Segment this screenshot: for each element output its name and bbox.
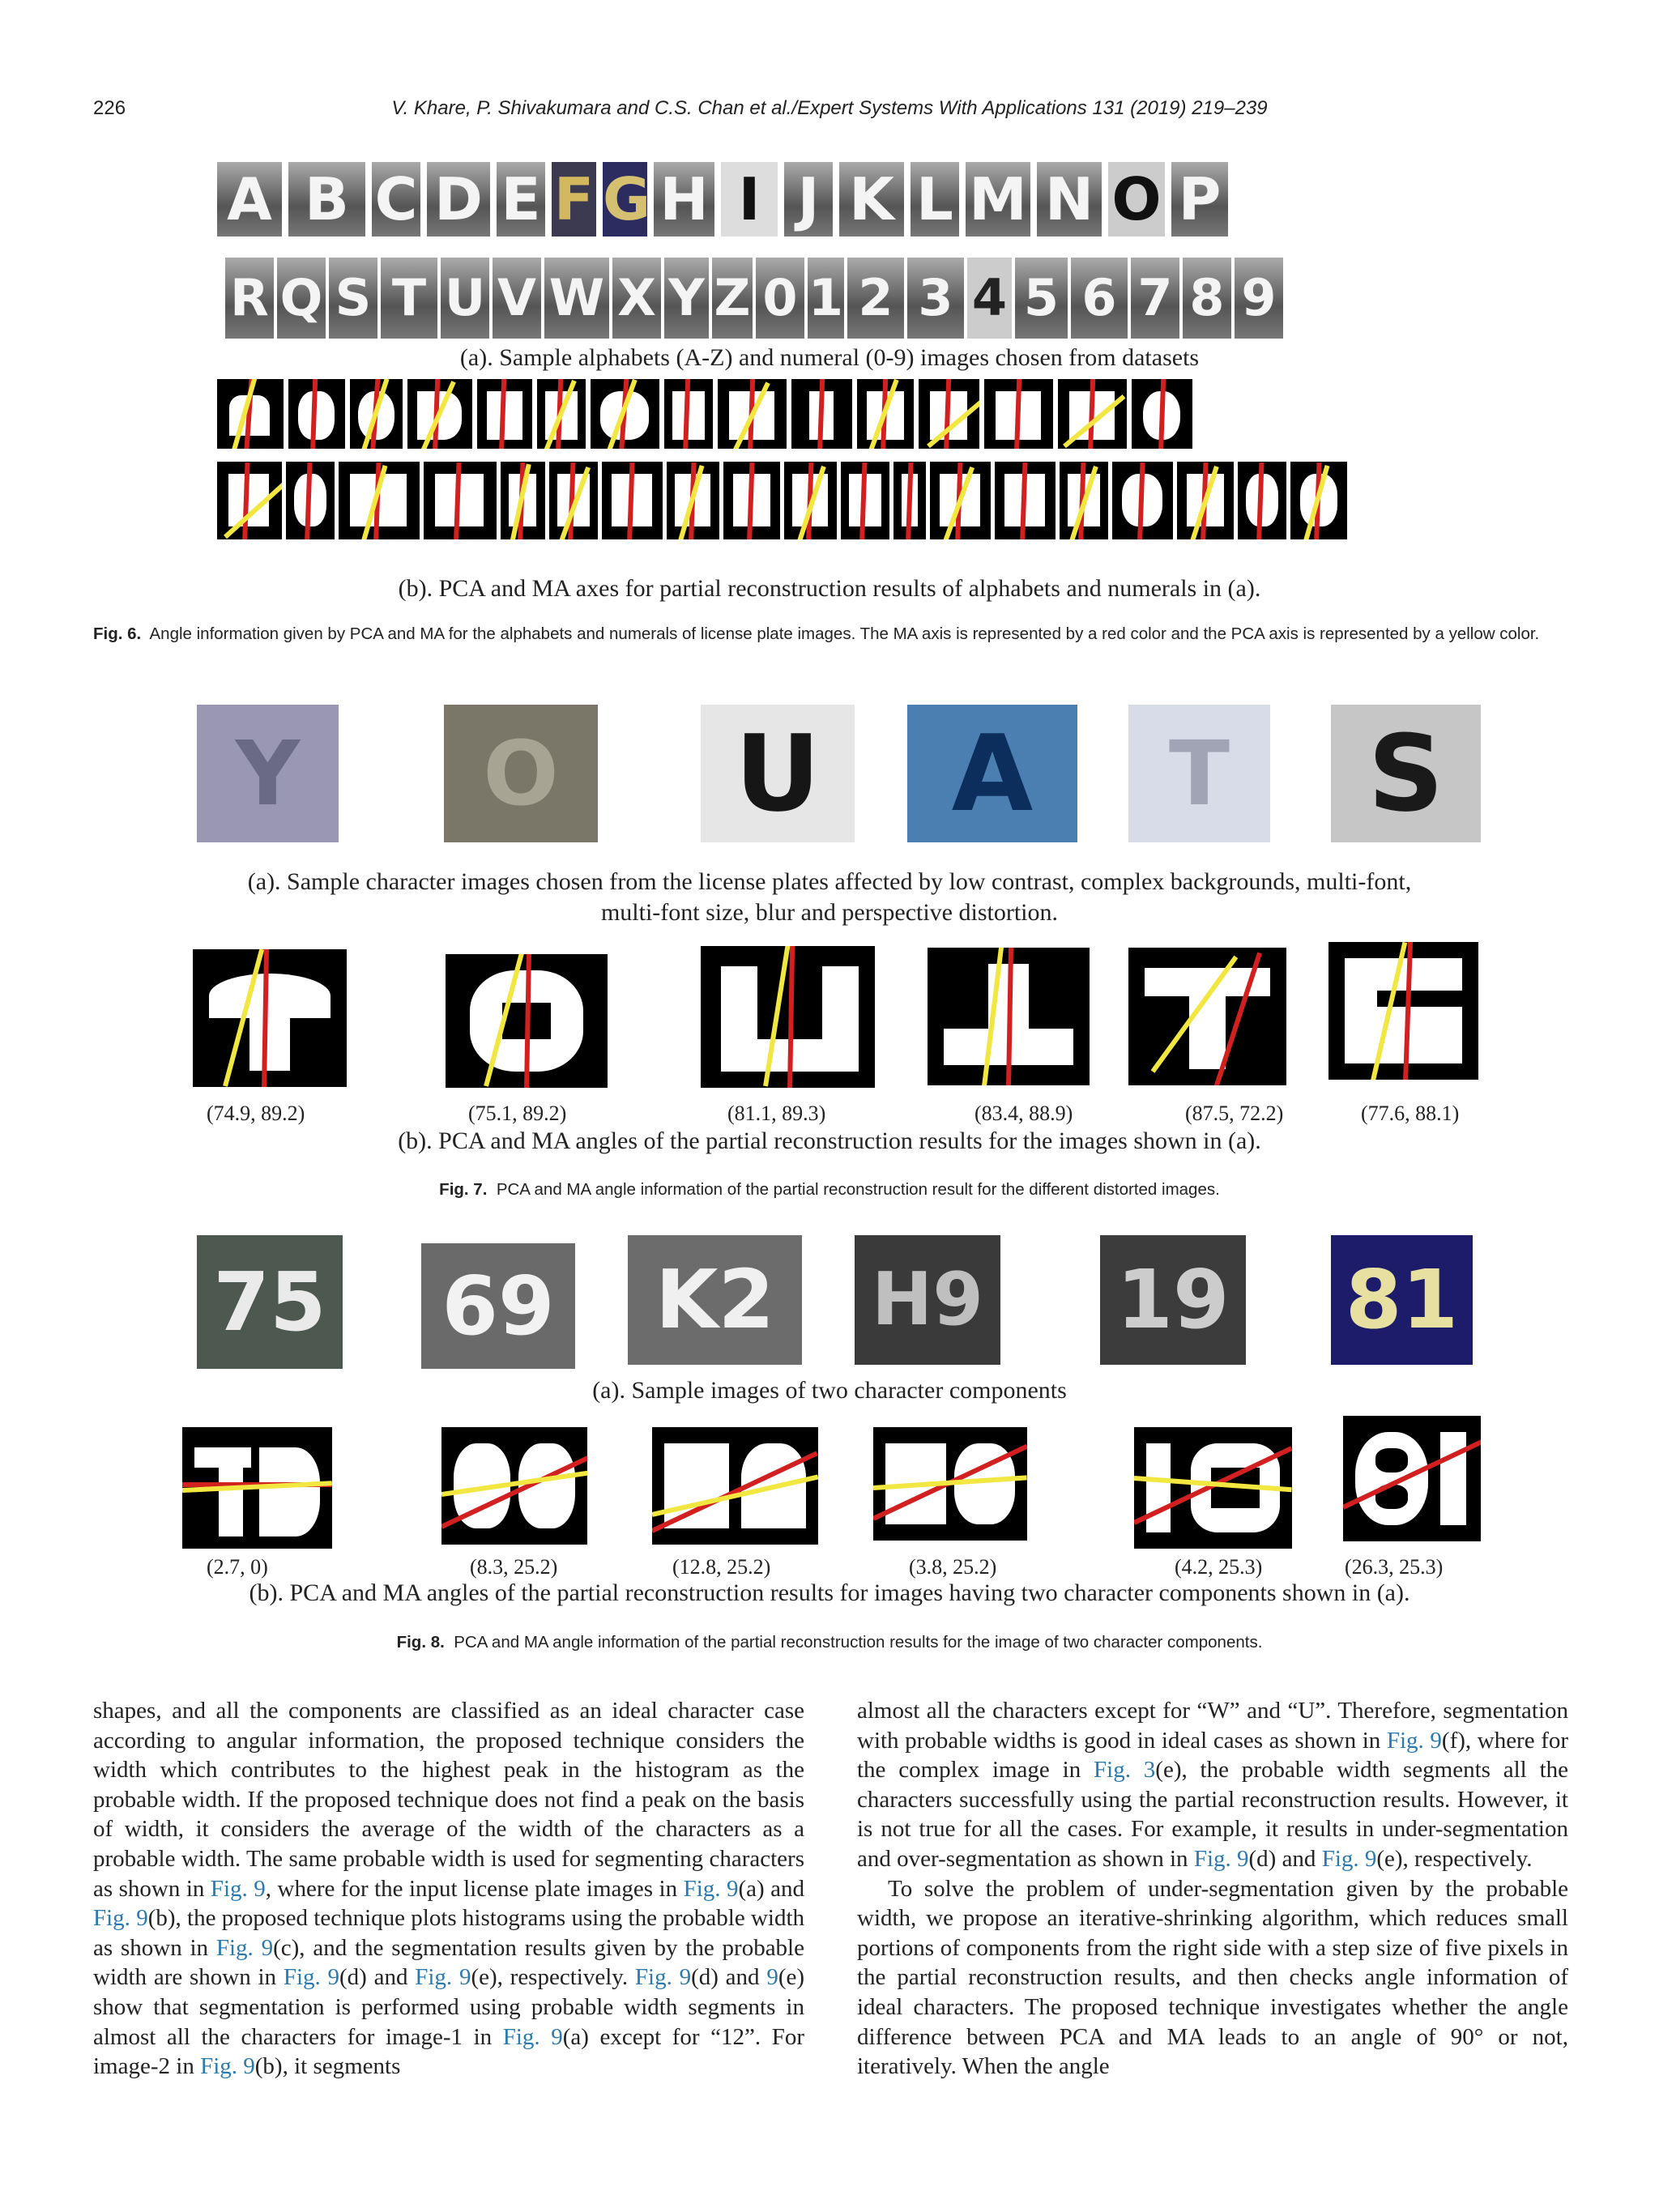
- sample-glyph-image: W: [544, 258, 609, 339]
- fig8-caption: [0, 1630, 1659, 1655]
- fig6-row1-reconstruction: [217, 379, 1192, 449]
- sample-glyph-image: 4: [967, 258, 1012, 339]
- fig6-row2-reconstruction: [217, 462, 1347, 539]
- reconstruction-image: [841, 462, 889, 539]
- fig8-reconstruction-image: [873, 1427, 1027, 1541]
- figure-link[interactable]: Fig. 9: [634, 1964, 692, 1991]
- fig6-row2-samples: [225, 258, 1283, 339]
- sample-glyph-image: Y: [664, 258, 709, 339]
- reconstruction-image: [723, 462, 780, 539]
- body-right-column: [857, 1696, 1568, 2082]
- angle-label: (2.7, 0): [207, 1555, 268, 1579]
- figure-link[interactable]: Fig. 9: [1386, 1727, 1442, 1754]
- reconstruction-image: [857, 379, 914, 449]
- sample-glyph-image: A: [217, 162, 282, 237]
- fig8-caption-label: Fig. 8.: [396, 1633, 445, 1652]
- fig6-row1-samples: [217, 162, 1228, 237]
- fig7-sample-image: Y: [197, 705, 339, 842]
- fig7-sample-image: S: [1331, 705, 1481, 842]
- fig7-subcaption-a-line2: multi-font size, blur and perspective distortion.: [600, 899, 1059, 926]
- reconstruction-image: [1238, 462, 1286, 539]
- fig7-reconstruction-image: [928, 948, 1090, 1085]
- reconstruction-image: [1132, 379, 1192, 449]
- fig8-sample-image: 81: [1331, 1235, 1473, 1365]
- fig8-sample-image: 19: [1100, 1235, 1246, 1365]
- angle-label: (26.3, 25.3): [1345, 1555, 1444, 1579]
- fig6-caption-label: Fig. 6.: [93, 624, 142, 643]
- figure-link[interactable]: Fig. 9: [283, 1964, 340, 1991]
- reconstruction-image: [288, 379, 345, 449]
- reconstruction-image: [784, 462, 837, 539]
- sample-glyph-image: E: [497, 162, 545, 237]
- sample-glyph-image: L: [911, 162, 959, 237]
- reconstruction-image: [591, 379, 659, 449]
- reconstruction-image: [350, 379, 403, 449]
- figure-link[interactable]: Fig. 9: [200, 2053, 255, 2080]
- fig8-reconstruction-image: [182, 1427, 332, 1549]
- sample-glyph-image: 3: [907, 258, 964, 339]
- angle-label: (81.1, 89.3): [727, 1102, 826, 1125]
- reconstruction-image: [477, 379, 532, 449]
- fig7-reconstruction-image: [446, 954, 608, 1088]
- sample-glyph-image: Z: [712, 258, 753, 339]
- sample-glyph-image: F: [552, 162, 596, 237]
- figure-link[interactable]: Fig. 9: [502, 2023, 563, 2050]
- figure-link[interactable]: Fig. 9: [415, 1964, 471, 1991]
- sample-glyph-image: 8: [1183, 258, 1231, 339]
- sample-glyph-image: O: [1108, 162, 1165, 237]
- sample-glyph-image: 7: [1131, 258, 1179, 339]
- fig7-caption-text: PCA and MA angle information of the partial reconstruction result for the different distorted images.: [496, 1180, 1220, 1199]
- fig7-subcaption-a: [0, 867, 1659, 928]
- fig8-reconstruction-image: [441, 1427, 587, 1545]
- sample-glyph-image: I: [721, 162, 778, 237]
- body-paragraph: shapes, and all the components are classified as an ideal character case according to angular information, the proposed technique considers the width which contributes to the highest peak in the histogram as the probable width. If the proposed technique does not find a peak on the basis of width, it considers the average of the width of the characters as a probable width. The same probable width is used for segmenting characters as shown in Fig. 9, where for the input license plate images in Fig. 9(a) and Fig. 9(b), the proposed technique plots histograms using the probable width as shown in Fig. 9(c), and the segmentation results given by the probable width are shown in Fig. 9(d) and Fig. 9(e), respectively. Fig. 9(d) and 9(e) show that segmentation is performed using probable width segments in almost all the characters for image-1 in Fig. 9(a) except for “12”. For image-2 in Fig. 9(b), it segments: [93, 1698, 805, 2080]
- fig7-sample-image: O: [444, 705, 598, 842]
- fig8-caption-text: PCA and MA angle information of the partial reconstruction results for the image of two character components.: [454, 1633, 1263, 1652]
- sample-glyph-image: J: [784, 162, 833, 237]
- fig6-caption-text: Angle information given by PCA and MA for the alphabets and numerals of license plate images. The MA axis is represented by a red color and the PCA axis is represented by a yellow color.: [149, 624, 1540, 643]
- sample-glyph-image: 6: [1071, 258, 1128, 339]
- figure-link[interactable]: Fig. 9: [1193, 1845, 1249, 1872]
- reconstruction-image: [919, 379, 979, 449]
- sample-glyph-image: S: [329, 258, 377, 339]
- fig8-sample-image: H9: [855, 1235, 1000, 1365]
- figure-link[interactable]: Fig. 3: [1094, 1757, 1156, 1784]
- angle-label: (12.8, 25.2): [672, 1555, 771, 1579]
- fig7-reconstruction-image: [1128, 948, 1286, 1085]
- sample-glyph-image: R: [225, 258, 274, 339]
- reconstruction-image: [217, 462, 282, 539]
- figure-link[interactable]: Fig. 9: [683, 1875, 739, 1902]
- sample-glyph-image: B: [288, 162, 365, 237]
- reconstruction-image: [424, 462, 497, 539]
- reconstruction-image: [984, 379, 1053, 449]
- page-header: [0, 97, 1659, 130]
- reconstruction-image: [537, 379, 586, 449]
- fig7-reconstruction-image: [701, 946, 875, 1088]
- sample-glyph-image: 1: [808, 258, 844, 339]
- figure-link[interactable]: Fig. 9: [93, 1905, 148, 1932]
- sample-glyph-image: V: [493, 258, 541, 339]
- figure-link[interactable]: Fig. 9: [1321, 1845, 1377, 1872]
- body-left-column: [93, 1696, 804, 2082]
- fig7-subcaption-b: (b). PCA and MA angles of the partial reconstruction results for the images shown in (a).: [398, 1127, 1261, 1154]
- fig8-sample-image: K2: [628, 1235, 802, 1365]
- angle-label: (8.3, 25.2): [470, 1555, 558, 1579]
- reconstruction-image: [1060, 462, 1108, 539]
- fig8-reconstruction-image: [1343, 1416, 1481, 1541]
- figure-link[interactable]: Fig. 9: [210, 1875, 266, 1902]
- fig7-sample-image: A: [907, 705, 1077, 842]
- fig8-reconstruction-image: [1134, 1427, 1292, 1549]
- reconstruction-image: [602, 462, 663, 539]
- sample-glyph-image: 5: [1015, 258, 1068, 339]
- sample-glyph-image: U: [441, 258, 489, 339]
- fig7-reconstruction-image: [1328, 942, 1478, 1080]
- reconstruction-image: [1058, 379, 1127, 449]
- angle-label: (87.5, 72.2): [1185, 1102, 1284, 1125]
- figure-link[interactable]: 9: [766, 1964, 778, 1991]
- sample-glyph-image: 2: [847, 258, 904, 339]
- fig8-reconstruction-image: [652, 1427, 818, 1545]
- fig7-caption-label: Fig. 7.: [439, 1180, 488, 1199]
- angle-label: (77.6, 88.1): [1361, 1102, 1460, 1125]
- angle-label: (83.4, 88.9): [975, 1102, 1073, 1125]
- sample-glyph-image: M: [966, 162, 1030, 237]
- sample-glyph-image: Q: [277, 258, 326, 339]
- sample-glyph-image: N: [1037, 162, 1102, 237]
- fig7-sample-image: U: [701, 705, 855, 842]
- reconstruction-image: [339, 462, 420, 539]
- fig7-caption: [0, 1178, 1659, 1202]
- fig7-sample-image: T: [1128, 705, 1270, 842]
- reconstruction-image: [995, 462, 1056, 539]
- fig8-sample-image: 75: [197, 1235, 343, 1369]
- reconstruction-image: [501, 462, 545, 539]
- sample-glyph-image: T: [381, 258, 437, 339]
- reconstruction-image: [1177, 462, 1234, 539]
- fig8-sample-image: 69: [421, 1243, 575, 1369]
- fig8-subcaption-a: (a). Sample images of two character components: [592, 1377, 1067, 1404]
- fig7-subcaption-a-line1: (a). Sample character images chosen from the license plates affected by low contrast, complex backgrounds, multi-font,: [247, 868, 1412, 895]
- angle-label: (74.9, 89.2): [207, 1102, 305, 1125]
- angle-label: (75.1, 89.2): [468, 1102, 567, 1125]
- sample-glyph-image: P: [1171, 162, 1228, 237]
- reconstruction-image: [791, 379, 852, 449]
- sample-glyph-image: K: [839, 162, 904, 237]
- reconstruction-image: [1290, 462, 1347, 539]
- reconstruction-image: [718, 379, 787, 449]
- fig8-subcaption-b: (b). PCA and MA angles of the partial reconstruction results for images having two character components shown in (a).: [249, 1579, 1410, 1606]
- angle-label: (4.2, 25.3): [1175, 1555, 1263, 1579]
- reconstruction-image: [217, 379, 284, 449]
- sample-glyph-image: 9: [1235, 258, 1283, 339]
- reconstruction-image: [930, 462, 991, 539]
- figure-link[interactable]: Fig. 9: [215, 1934, 274, 1961]
- sample-glyph-image: C: [372, 162, 420, 237]
- body-paragraph: To solve the problem of under-segmentation given by the probable width, we propose an iterative-shrinking algorithm, which reduces small portions of components from the right side with a step size of five pixels in the partial reconstruction results, and then checks angle information of ideal characters. The proposed technique investigates whether the angle difference between PCA and MA leads to an angle of 90° or not, iteratively. When the angle: [857, 1875, 1568, 2080]
- reconstruction-image: [667, 462, 719, 539]
- reconstruction-image: [893, 462, 926, 539]
- reconstruction-image: [664, 379, 713, 449]
- reconstruction-image: [407, 379, 472, 449]
- reconstruction-image: [549, 462, 598, 539]
- body-paragraph: almost all the characters except for “W” and “U”. Therefore, segmentation with probable widths is good in ideal cases as shown in Fig. 9(f), where for the complex image in Fig. 3(e), the probable width segments all the characters successfully using the partial reconstruction results. However, it is not true for all the cases. For example, it results in under-segmentation and over-segmentation as shown in Fig. 9(d) and Fig. 9(e), respectively.: [857, 1698, 1569, 1872]
- angle-label: (3.8, 25.2): [909, 1555, 997, 1579]
- fig6-subcaption-a: (a). Sample alphabets (A-Z) and numeral (0-9) images chosen from datasets: [459, 344, 1200, 371]
- fig6-subcaption-b: (b). PCA and MA axes for partial reconstruction results of alphabets and numerals in (a).: [398, 575, 1261, 602]
- sample-glyph-image: X: [612, 258, 661, 339]
- sample-glyph-image: 0: [756, 258, 804, 339]
- sample-glyph-image: G: [603, 162, 647, 237]
- fig6-caption: [93, 622, 1566, 646]
- page-number: 226: [93, 97, 126, 119]
- sample-glyph-image: H: [654, 162, 714, 237]
- running-title: V. Khare, P. Shivakumara and C.S. Chan et al./Expert Systems With Applications 131 (2019) 219–239: [391, 97, 1268, 119]
- reconstruction-image: [286, 462, 335, 539]
- fig7-reconstruction-image: [193, 949, 347, 1087]
- sample-glyph-image: D: [427, 162, 490, 237]
- reconstruction-image: [1112, 462, 1173, 539]
